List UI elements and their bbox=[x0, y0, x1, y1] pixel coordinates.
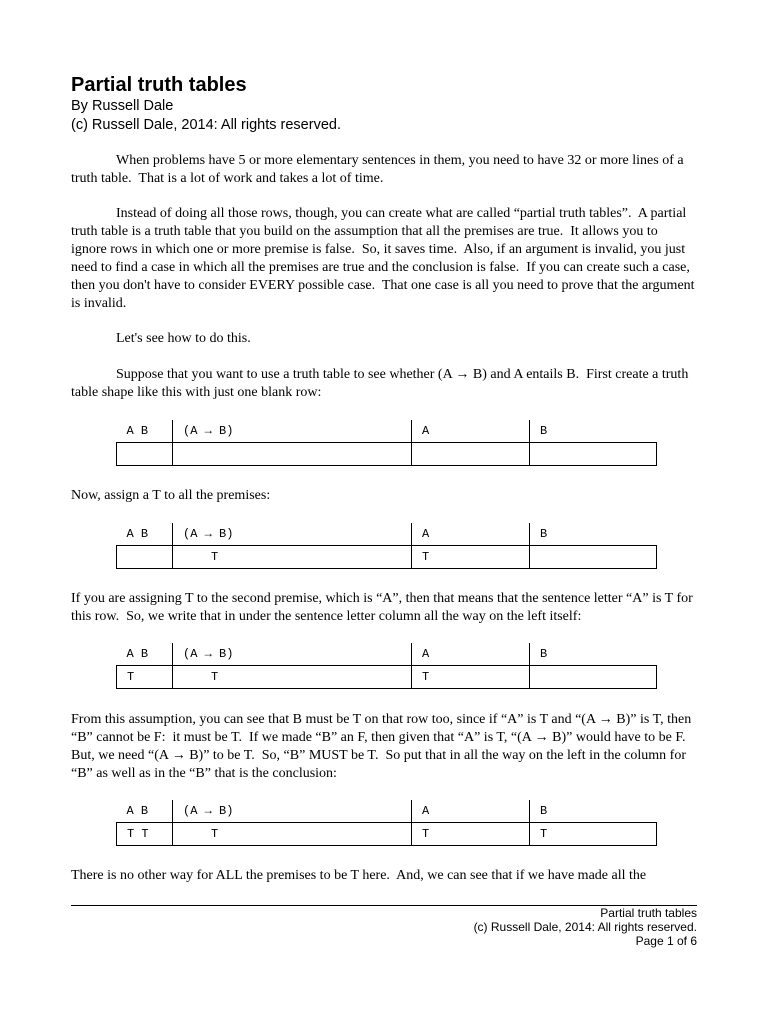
cell-premise-a bbox=[412, 443, 530, 466]
header-conclusion-b: B bbox=[530, 523, 657, 546]
cell-conclusion-b: T bbox=[530, 823, 657, 846]
paragraph-partial-tables: Instead of doing all those rows, though, you can create what are called “partial truth tables”. A partial truth table is a truth table that you build on the assumption that all the premises are true. It allows you to ignore rows in which one or more premise is false. So, it saves time. Also, if an argument is invalid, you just need to find a case in which all the premises are true and the conclusion is false. If you can create such a case, then you don't have to consider EVERY possible case. That one case is all you need to prove that the argument is invalid. bbox=[71, 206, 699, 311]
paragraph-second-premise: If you are assigning T to the second premise, which is “A”, then that means that the sentence letter “A” is T for this row. So, we write that in under the sentence letter column all the way on the left itself: bbox=[71, 591, 697, 624]
header-premise-conditional: (A → B) bbox=[173, 643, 412, 666]
header-premise-a: A bbox=[412, 420, 530, 443]
cell-premise-a: T bbox=[412, 823, 530, 846]
cell-sentence-letters bbox=[117, 546, 173, 569]
header-premise-conditional: (A → B) bbox=[173, 420, 412, 443]
cell-sentence-letters: T T bbox=[117, 823, 173, 846]
copyright-line: (c) Russell Dale, 2014: All rights reserved. bbox=[71, 117, 341, 133]
header-sentence-letters: A B bbox=[126, 424, 149, 438]
table-header-row bbox=[117, 523, 657, 546]
cell-premise-conditional: T bbox=[173, 546, 412, 569]
paragraph-intro: When problems have 5 or more elementary sentences in them, you need to have 32 or more lines of a truth table. That is a lot of work and takes a lot of time. bbox=[71, 153, 688, 186]
cell-premise-conditional: T bbox=[173, 823, 412, 846]
cell-conclusion-b bbox=[530, 546, 657, 569]
cell-premise-conditional: T bbox=[173, 666, 412, 689]
table-header-row bbox=[117, 643, 657, 666]
paragraph-assumption: From this assumption, you can see that B must be T on that row too, since if “A” is T and “(A → B)” is T, then “B” cannot be F: it must be T. If we made “B” an F, then given that “A” is T, “(A → B)” would have to be F. But, we need “(A → B)” to be T. So, “B” MUST be T. So put that in all the way on the left in the column for “B” as well as in the “B” that is the conclusion: bbox=[71, 712, 695, 781]
table-row bbox=[117, 823, 657, 846]
header-premise-a: A bbox=[412, 643, 530, 666]
paragraph-assign-t: Now, assign a T to all the premises: bbox=[71, 488, 271, 503]
cell-premise-a: T bbox=[412, 666, 530, 689]
cell-premise-a: T bbox=[412, 546, 530, 569]
footer-title: Partial truth tables bbox=[600, 906, 697, 920]
cell-sentence-letters: T bbox=[117, 666, 173, 689]
header-conclusion-b: B bbox=[530, 800, 657, 823]
header-conclusion-b: B bbox=[530, 420, 657, 443]
truth-table-blank bbox=[116, 420, 657, 466]
truth-table-premises bbox=[116, 523, 657, 569]
header-conclusion-b: B bbox=[530, 643, 657, 666]
footer-copyright: (c) Russell Dale, 2014: All rights reserved. bbox=[473, 920, 697, 934]
paragraph-suppose: Suppose that you want to use a truth table to see whether (A → B) and A entails B. First create a truth table shape like this with just one blank row: bbox=[71, 367, 692, 400]
cell-conclusion-b bbox=[530, 443, 657, 466]
table-header-row bbox=[117, 800, 657, 823]
header-premise-conditional: (A → B) bbox=[173, 800, 412, 823]
cell-sentence-letters bbox=[117, 443, 173, 466]
cell-premise-conditional bbox=[173, 443, 412, 466]
header-sentence-letters: A B bbox=[126, 527, 149, 541]
author-line: By Russell Dale bbox=[71, 98, 174, 114]
header-premise-conditional: (A → B) bbox=[173, 523, 412, 546]
table-row bbox=[117, 443, 657, 466]
footer-page-number: Page 1 of 6 bbox=[635, 934, 697, 948]
header-premise-a: A bbox=[412, 800, 530, 823]
truth-table-letter-a bbox=[116, 643, 657, 689]
header-sentence-letters: A B bbox=[126, 804, 149, 818]
paragraph-lets-see: Let's see how to do this. bbox=[116, 331, 251, 346]
truth-table-complete bbox=[116, 800, 657, 846]
table-row bbox=[117, 546, 657, 569]
cell-conclusion-b bbox=[530, 666, 657, 689]
paragraph-no-other-way: There is no other way for ALL the premises to be T here. And, we can see that if we have made all the bbox=[71, 868, 647, 883]
document-title: Partial truth tables bbox=[71, 74, 247, 96]
table-row bbox=[117, 666, 657, 689]
header-sentence-letters: A B bbox=[126, 647, 149, 661]
table-header-row bbox=[117, 420, 657, 443]
header-premise-a: A bbox=[412, 523, 530, 546]
